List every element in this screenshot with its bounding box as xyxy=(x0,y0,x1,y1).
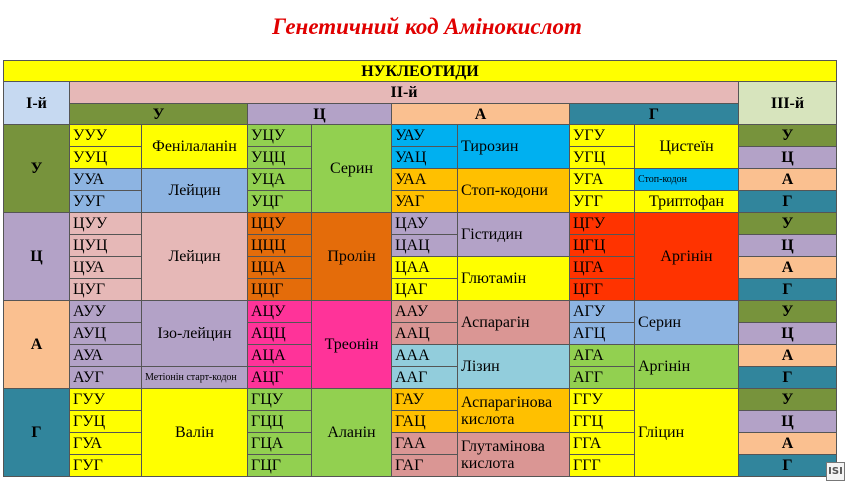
codon-cell: АУУ xyxy=(70,301,142,323)
amino-acid-cell: Цистеїн xyxy=(635,125,739,169)
amino-acid-cell: Триптофан xyxy=(635,191,739,213)
codon-cell: УЦА xyxy=(248,169,312,191)
third-base-label: А xyxy=(739,345,837,367)
codon-cell: АУЦ xyxy=(70,323,142,345)
codon-cell: ГГУ xyxy=(570,389,635,411)
codon-cell: ЦГА xyxy=(570,257,635,279)
codon-cell: ГГА xyxy=(570,433,635,455)
codon-cell: ЦАГ xyxy=(392,279,458,301)
page-title: Генетичний код Амінокислот xyxy=(272,14,582,39)
codon-cell: ААА xyxy=(392,345,458,367)
codon-cell: ГЦЦ xyxy=(248,411,312,433)
codon-cell: УГУ xyxy=(570,125,635,147)
third-base-label: Г xyxy=(739,191,837,213)
codon-cell: АУА xyxy=(70,345,142,367)
codon-cell: ГЦА xyxy=(248,433,312,455)
codon-cell: УГГ xyxy=(570,191,635,213)
codon-cell: АГГ xyxy=(570,367,635,389)
codon-cell: УАУ xyxy=(392,125,458,147)
codon-cell: ГГГ xyxy=(570,455,635,477)
codon-cell: ЦГУ xyxy=(570,213,635,235)
amino-acid-cell: Серин xyxy=(312,125,392,213)
third-base-label: Г xyxy=(739,455,837,477)
codon-cell: ГУГ xyxy=(70,455,142,477)
codon-cell: АЦГ xyxy=(248,367,312,389)
third-base-label: У xyxy=(739,213,837,235)
codon-cell: ААГ xyxy=(392,367,458,389)
nucleotides-header: НУКЛЕОТИДИ xyxy=(4,61,837,82)
codon-cell: ГАГ xyxy=(392,455,458,477)
amino-acid-cell: Фенілаланін xyxy=(142,125,248,169)
third-base-label: Ц xyxy=(739,147,837,169)
codon-cell: ЦАЦ xyxy=(392,235,458,257)
codon-cell: ГЦУ xyxy=(248,389,312,411)
codon-cell: ЦУГ xyxy=(70,279,142,301)
amino-acid-cell: Аспарагін xyxy=(458,301,570,345)
amino-acid-cell: Лейцин xyxy=(142,213,248,301)
second-base-header: У xyxy=(70,104,248,125)
codon-cell: ЦУУ xyxy=(70,213,142,235)
codon-cell: ГУУ xyxy=(70,389,142,411)
amino-acid-cell: Аланін xyxy=(312,389,392,477)
second-base-header: А xyxy=(392,104,570,125)
codon-cell: УГА xyxy=(570,169,635,191)
amino-acid-cell: Стоп-кодон xyxy=(635,169,739,191)
watermark-logo: ISI xyxy=(826,462,845,481)
codon-cell: ГАЦ xyxy=(392,411,458,433)
codon-cell: УУГ xyxy=(70,191,142,213)
third-base-label: А xyxy=(739,257,837,279)
second-base-header: Г xyxy=(570,104,739,125)
first-base-label: А xyxy=(4,301,70,389)
codon-cell: ЦГГ xyxy=(570,279,635,301)
third-nucleotide-header: ІІІ-й xyxy=(739,82,837,125)
third-base-label: Г xyxy=(739,367,837,389)
codon-cell: ЦАУ xyxy=(392,213,458,235)
third-base-label: У xyxy=(739,389,837,411)
codon-cell: ААУ xyxy=(392,301,458,323)
codon-cell: ГЦГ xyxy=(248,455,312,477)
amino-acid-cell: Глутамінова кислота xyxy=(458,433,570,477)
first-base-label: Ц xyxy=(4,213,70,301)
amino-acid-cell: Лізин xyxy=(458,345,570,389)
codon-cell: АЦА xyxy=(248,345,312,367)
first-nucleotide-header: І-й xyxy=(4,82,70,125)
third-base-label: У xyxy=(739,301,837,323)
codon-cell: ГАА xyxy=(392,433,458,455)
amino-acid-cell: Аргінін xyxy=(635,345,739,389)
codon-cell: АЦУ xyxy=(248,301,312,323)
third-base-label: Ц xyxy=(739,323,837,345)
amino-acid-cell: Метіонін старт-кодон xyxy=(142,367,248,389)
amino-acid-cell: Стоп-кодони xyxy=(458,169,570,213)
amino-acid-cell: Аспарагінова кислота xyxy=(458,389,570,433)
codon-cell: АЦЦ xyxy=(248,323,312,345)
third-base-label: Г xyxy=(739,279,837,301)
codon-cell: ЦЦЦ xyxy=(248,235,312,257)
codon-cell: УЦГ xyxy=(248,191,312,213)
codon-cell: УГЦ xyxy=(570,147,635,169)
codon-cell: ЦЦА xyxy=(248,257,312,279)
codon-cell: ГАУ xyxy=(392,389,458,411)
codon-cell: УУА xyxy=(70,169,142,191)
codon-cell: УАА xyxy=(392,169,458,191)
codon-cell: УАЦ xyxy=(392,147,458,169)
amino-acid-cell: Валін xyxy=(142,389,248,477)
codon-cell: ЦАА xyxy=(392,257,458,279)
amino-acid-cell: Серин xyxy=(635,301,739,345)
third-base-label: Ц xyxy=(739,235,837,257)
codon-cell: ЦГЦ xyxy=(570,235,635,257)
codon-cell: УУУ xyxy=(70,125,142,147)
codon-cell: ЦЦГ xyxy=(248,279,312,301)
second-base-header: Ц xyxy=(248,104,392,125)
amino-acid-cell: Треонін xyxy=(312,301,392,389)
codon-cell: ЦУЦ xyxy=(70,235,142,257)
genetic-code-table xyxy=(3,60,837,477)
codon-cell: АУГ xyxy=(70,367,142,389)
third-base-label: А xyxy=(739,169,837,191)
codon-cell: АГА xyxy=(570,345,635,367)
amino-acid-cell: Пролін xyxy=(312,213,392,301)
codon-cell: ЦЦУ xyxy=(248,213,312,235)
codon-cell: ЦУА xyxy=(70,257,142,279)
amino-acid-cell: Тирозин xyxy=(458,125,570,169)
first-base-label: У xyxy=(4,125,70,213)
third-base-label: А xyxy=(739,433,837,455)
codon-cell: АГЦ xyxy=(570,323,635,345)
codon-cell: УЦУ xyxy=(248,125,312,147)
first-base-label: Г xyxy=(4,389,70,477)
codon-cell: АГУ xyxy=(570,301,635,323)
amino-acid-cell: Гістидин xyxy=(458,213,570,257)
amino-acid-cell: Гліцин xyxy=(635,389,739,477)
amino-acid-cell: Аргінін xyxy=(635,213,739,301)
third-base-label: Ц xyxy=(739,411,837,433)
third-base-label: У xyxy=(739,125,837,147)
second-nucleotide-header: ІІ-й xyxy=(70,82,739,104)
codon-cell: УУЦ xyxy=(70,147,142,169)
codon-cell: ГУА xyxy=(70,433,142,455)
codon-cell: ААЦ xyxy=(392,323,458,345)
amino-acid-cell: Глютамін xyxy=(458,257,570,301)
codon-cell: ГГЦ xyxy=(570,411,635,433)
amino-acid-cell: Лейцин xyxy=(142,169,248,213)
codon-cell: УЦЦ xyxy=(248,147,312,169)
codon-cell: УАГ xyxy=(392,191,458,213)
amino-acid-cell: Ізо-лейцин xyxy=(142,301,248,367)
codon-cell: ГУЦ xyxy=(70,411,142,433)
